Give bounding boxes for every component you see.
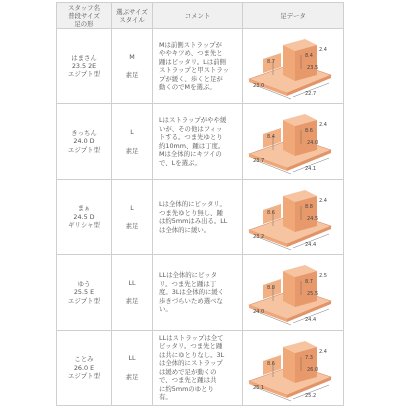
comment-line: ややキツめ、つま先と (159, 49, 223, 58)
staff-cell (57, 255, 112, 330)
foot-measurement-diagram (243, 331, 343, 403)
foot-figure-cell (243, 255, 344, 330)
size-cell (112, 255, 153, 330)
foot-shape: エジプト型 (68, 372, 100, 381)
comment-line: は共にゆとりなし。3L (159, 350, 225, 359)
foot-size-label: 25.5 (307, 291, 319, 298)
foot-height-label: 2.4 (319, 47, 327, 53)
foot-height-label: 2.4 (319, 122, 327, 129)
staff-name: ゆう (77, 279, 91, 288)
header-staff-line3: 足の形 (74, 19, 94, 28)
foot-measurement-diagram (243, 29, 343, 101)
header-staff-line1: スタッフ名 (68, 3, 100, 12)
chosen-size: L (130, 203, 134, 212)
size-cell (112, 330, 153, 405)
comment-line: 度。3Lは全体的に緩く (159, 288, 225, 297)
chosen-size: L (130, 128, 134, 137)
staff-name: まぁ (77, 204, 91, 213)
comment-line: に約5mmのゆとり (159, 384, 214, 393)
header-staff (57, 3, 112, 29)
comment-line: い。 (159, 305, 172, 314)
comment-line: は全体的にストラップ (159, 359, 223, 368)
usual-size: 25.5 E (73, 288, 95, 297)
style-label: 素足 (125, 222, 139, 231)
comment-line: つま先ゆとり無し、踵 (159, 208, 223, 217)
header-comment: コメント (153, 3, 243, 29)
foot-size-label: 24.0 (307, 140, 319, 147)
foot-measurement-diagram (243, 180, 343, 252)
comment-line: ストラップと甲ストラッ (159, 66, 230, 75)
table-row (57, 179, 344, 254)
staff-cell (57, 29, 112, 104)
chosen-size: LL (128, 354, 136, 363)
foot-left-length-label: 23.0 (253, 83, 265, 89)
foot-girth-label: 8.6 (305, 128, 313, 135)
foot-width-label: 8.6 (267, 360, 275, 367)
foot-size-label: 23.5 (307, 65, 319, 71)
comment-line: Mは全体的にキツイの (159, 150, 222, 159)
foot-shape: エジプト型 (68, 70, 100, 79)
foot-left-length-label: 23.2 (253, 233, 265, 240)
foot-size-label: 24.5 (307, 215, 319, 222)
foot-size-label: 26.0 (307, 366, 319, 373)
foot-left-length-label: 25.1 (253, 384, 265, 391)
style-label: 素足 (125, 372, 139, 381)
size-cell (112, 29, 153, 104)
comment-line: 約10mm、踵は丁度。 (159, 141, 225, 150)
foot-girth-label: 8.7 (305, 279, 313, 286)
comment-line: 有。 (159, 393, 172, 402)
comment-line: リ。つま先と踵は丁 (159, 279, 217, 288)
foot-shape: エジプト型 (68, 145, 100, 154)
foot-width-label: 8.8 (267, 285, 275, 292)
table-row (57, 104, 344, 179)
staff-name: きっちん (71, 129, 97, 137)
comment-line: 歩きづらいため選べな (159, 296, 223, 305)
comment-cell (153, 330, 243, 405)
comment-line: ピッタリ。つま先と踵 (159, 342, 223, 351)
foot-girth-label: 8.4 (305, 53, 313, 59)
foot-measurement-diagram (243, 104, 343, 176)
comment-line: は約5mmはみ出る。LL (159, 217, 228, 226)
foot-height-label: 2.4 (319, 197, 327, 204)
header-figure: 足データ (243, 3, 344, 29)
style-label: 素足 (125, 146, 139, 155)
staff-cell (57, 104, 112, 179)
comment-line: プが緩く、歩くと足が (159, 74, 223, 83)
comment-line: 動くのでMを選ぶ。 (159, 83, 216, 92)
comment-line: LLはストラップは全て (159, 333, 224, 342)
chosen-size: LL (128, 279, 136, 288)
foot-right-length-label: 25.2 (305, 392, 317, 399)
size-cell (112, 179, 153, 254)
foot-height-label: 2.5 (319, 273, 327, 280)
comment-cell (153, 179, 243, 254)
comment-line: は緩めで足が動くの (159, 367, 217, 376)
foot-figure-cell (243, 104, 344, 179)
foot-width-label: 8.7 (267, 59, 275, 65)
style-label: 素足 (125, 297, 139, 306)
comment-line: は全体的に緩い。 (159, 225, 211, 234)
comment-line: Mは前側ストラップが (159, 40, 222, 49)
size-comparison-table (56, 2, 344, 406)
usual-size: 24.5 D (73, 212, 95, 221)
comment-cell (153, 104, 243, 179)
comment-line: いが、その他はフィッ (159, 124, 223, 133)
foot-girth-label: 8.8 (305, 203, 313, 210)
comment-line: Lはストラップがやや緩 (159, 116, 227, 125)
staff-name: はまさん (71, 53, 97, 62)
staff-cell (57, 179, 112, 254)
foot-width-label: 8.6 (267, 209, 275, 216)
foot-figure-cell (243, 179, 344, 254)
table-header-row (57, 3, 344, 29)
size-cell (112, 104, 153, 179)
foot-shape: ギリシャ型 (68, 221, 100, 230)
table-row (57, 330, 344, 405)
table-row (57, 29, 344, 104)
foot-left-length-label: 23.7 (253, 158, 265, 165)
header-size-line2: スタイル (119, 15, 145, 24)
foot-measurement-diagram (243, 255, 343, 327)
foot-girth-label: 7.3 (305, 354, 313, 361)
size-comparison-table-container (56, 2, 343, 400)
staff-cell (57, 330, 112, 405)
table-row (57, 255, 344, 330)
foot-figure-cell (243, 330, 344, 405)
comment-cell (153, 255, 243, 330)
header-staff-line2: 普段サイズ (68, 11, 100, 20)
foot-right-length-label: 24.4 (305, 241, 317, 248)
comment-line: LLは全体的にピッタ (159, 271, 217, 280)
header-size-line1: 選ぶサイズ (116, 7, 148, 16)
comment-line: 踵はピッタリ。Lは前側 (159, 57, 226, 66)
style-label: 素足 (125, 71, 139, 80)
foot-height-label: 2.4 (319, 348, 327, 355)
foot-right-length-label: 24.4 (305, 317, 317, 324)
foot-figure-cell (243, 29, 344, 104)
comment-line: で、つま先と踵は共 (159, 376, 217, 385)
comment-line: トする。つま先ゆとり (159, 133, 223, 142)
comment-cell (153, 29, 243, 104)
usual-size: 24.0 D (73, 137, 95, 146)
comment-line: で、Lを選ぶ。 (159, 158, 201, 167)
foot-right-length-label: 22.7 (305, 91, 317, 97)
foot-width-label: 8.4 (267, 134, 275, 141)
comment-line: Lは全体的にピッタリ。 (159, 200, 226, 209)
chosen-size: M (129, 52, 135, 61)
foot-left-length-label: 24.0 (253, 309, 265, 316)
header-size (112, 3, 153, 29)
staff-name: ことみ (74, 355, 94, 364)
foot-shape: エジプト型 (68, 296, 100, 305)
foot-right-length-label: 24.1 (305, 166, 317, 173)
usual-size: 26.0 E (73, 363, 95, 372)
usual-size: 23.5 2E (71, 62, 97, 70)
